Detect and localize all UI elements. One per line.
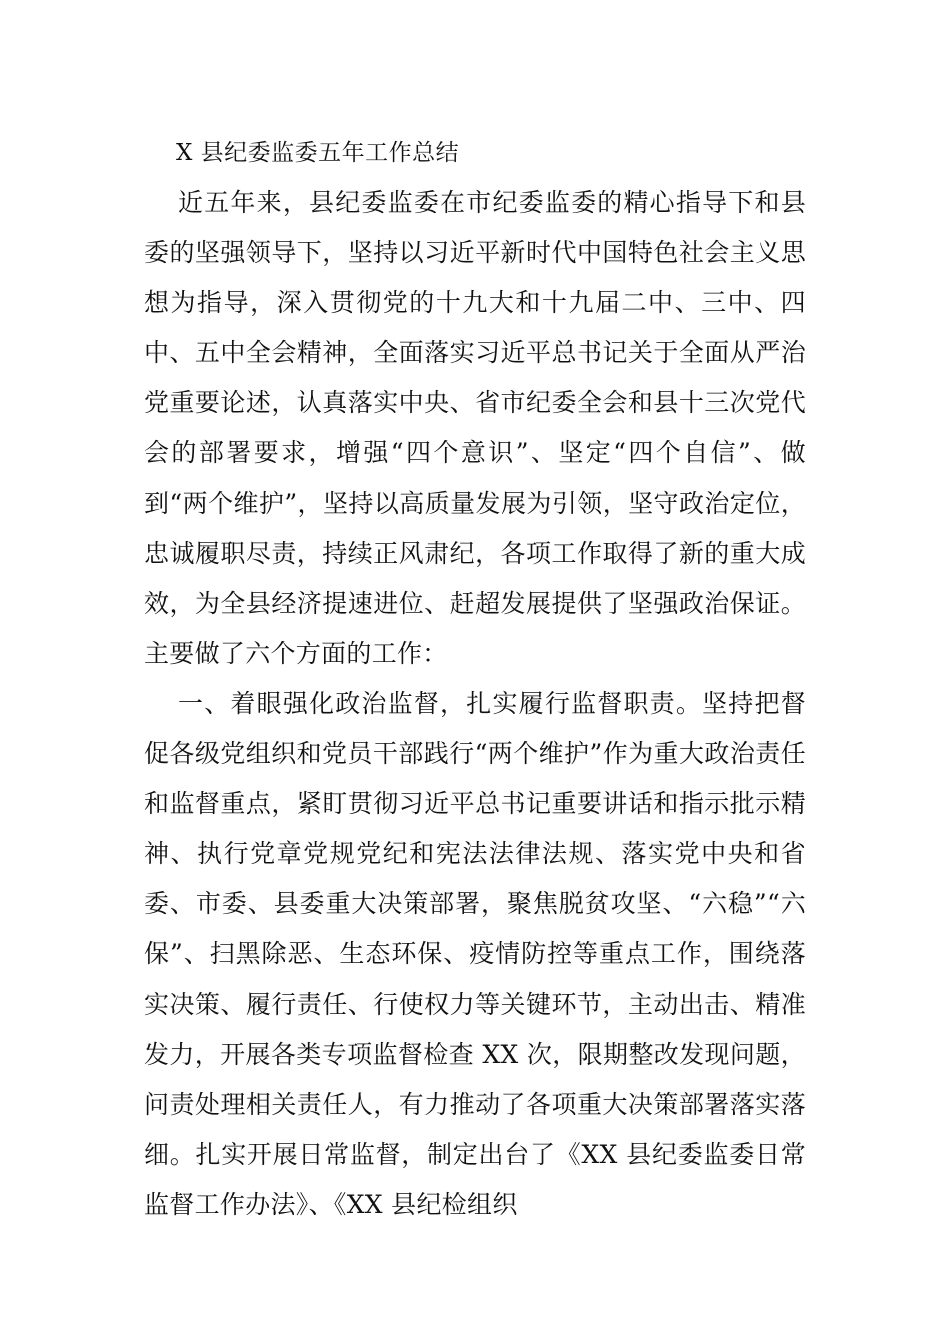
paragraph-intro: 近五年来，县纪委监委在市纪委监委的精心指导下和县委的坚强领导下，坚持以习近平新时代中国特色社会主义思想为指导，深入贯彻党的十九大和十九届二中、三中、四中、五中全会精神，全面落实习近平总书记关于全面从严治党重要论述，认真落实中央、省市纪委全会和县十三次党代会的部署要求，增强“四个意识”、坚定“四个自信”、做到“两个维护”，坚持以高质量发展为引领，坚守政治定位，忠诚履职尽责，持续正风肃纪，各项工作取得了新的重大成效，为全县经济提速进位、赶超发展提供了坚强政治保证。主要做了六个方面的工作： — [144, 188, 806, 668]
document-body — [144, 128, 806, 1230]
document-title: X 县纪委监委五年工作总结 — [176, 140, 460, 166]
paragraph-section-one: 一、着眼强化政治监督，扎实履行监督职责。坚持把督促各级党组织和党员干部践行“两个维护”作为重大政治责任和监督重点，紧盯贯彻习近平总书记重要讲话和指示批示精神、执行党章党规党纪和宪法法律法规、落实党中央和省委、市委、县委重大决策部署，聚焦脱贫攻坚、“六稳”“六保”、扫黑除恶、生态环保、疫情防控等重点工作，围绕落实决策、履行责任、行使权力等关键环节，主动出击、精准发力，开展各类专项监督检查 XX 次，限期整改发现问题，问责处理相关责任人，有力推动了各项重大决策部署落实落细。扎实开展日常监督，制定出台了《XX 县纪委监委日常监督工作办法》、《XX 县纪检组织 — [144, 688, 806, 1219]
